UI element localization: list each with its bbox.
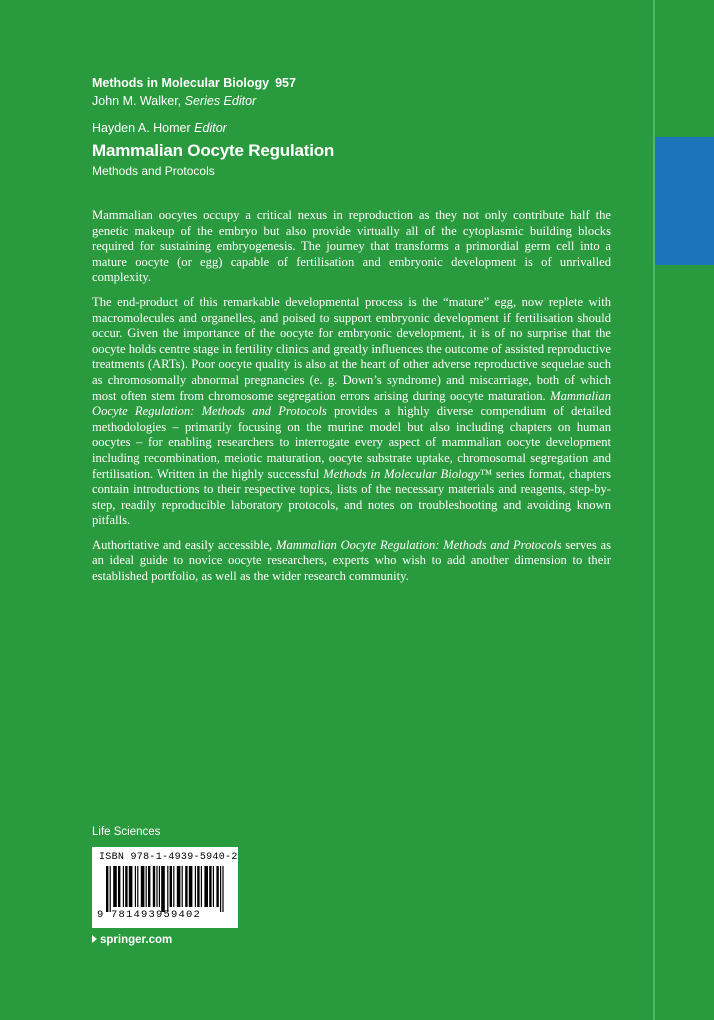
- barcode-bar: [125, 866, 127, 907]
- barcode-bar: [106, 866, 108, 912]
- barcode-bar: [197, 866, 199, 907]
- spine-color-band: [655, 137, 714, 265]
- barcode-bar: [189, 866, 193, 907]
- barcode-bars: [106, 866, 226, 912]
- barcode-bar: [146, 866, 147, 907]
- book-editor-line: [92, 121, 227, 135]
- barcode-bar: [159, 866, 160, 907]
- series-editor-name: John M. Walker,: [92, 94, 182, 108]
- book-editor-name: Hayden A. Homer: [92, 121, 191, 135]
- subject-category: Life Sciences: [92, 826, 161, 838]
- barcode-bar: [110, 866, 111, 912]
- barcode-bar: [220, 866, 221, 912]
- barcode-bar: [213, 866, 214, 907]
- barcode-bar: [201, 866, 202, 907]
- paragraph-3-book-title: Mammalian Oocyte Regulation: Methods and Protocols: [275, 537, 562, 552]
- barcode-first-digit: 9: [97, 909, 104, 921]
- paragraph-3-text-b: serves as an ideal guide to novice oocyte researchers, experts who wish to add another dimension to their established portfolio, as well as the wider research community.: [92, 537, 611, 584]
- barcode-bar: [216, 866, 218, 907]
- paragraph-2-text-a: The end-product of this remarkable developmental process is the “mature” egg, now replete with macromolecules and organelles, and poised to support embryonic development if fertilisation should occur. Given the importance of the oocyte for embryonic development, it is of no surprise that the oocyte holds centre stage in fertility clinics and greatly influences the outcome of assisted reproductive treatments (ARTs). Poor oocyte quality is also at the heart of other adverse reproductive sequelae such as chromosomally abnormal pregnancies (e. g. Down’s syndrome) and miscarriage, both of which most often stem from chromosome segregation errors arising during oocyte maturation.: [92, 294, 611, 403]
- paragraph-2-text-b: provides a highly diverse compendium of detailed methodologies – primarily focusing on the murine model but also including chapters on human oocytes – for enabling researchers to interrogate every aspect of mammalian oocyte development including recombination, meiotic maturation, oocyte substrate uptake, chromosomal segregation and fertilisation. Written in the highly successful: [92, 404, 611, 481]
- series-line: [92, 76, 296, 90]
- series-editor-role: Series Editor: [184, 94, 257, 108]
- barcode-bar: [170, 866, 172, 907]
- barcode-bar: [129, 866, 133, 907]
- website-text: springer.com: [100, 934, 173, 946]
- barcode-bar: [182, 866, 183, 907]
- barcode-bar: [118, 866, 120, 907]
- barcode-bar: [141, 866, 145, 907]
- barcode-bar: [156, 866, 157, 907]
- paragraph-2: [92, 295, 611, 529]
- barcode-bar: [195, 866, 196, 907]
- back-cover-description: [92, 208, 611, 585]
- series-editor-line: [92, 94, 256, 108]
- barcode-bar: [137, 866, 138, 907]
- barcode-bar: [209, 866, 211, 907]
- barcode-bar: [185, 866, 187, 907]
- book-subtitle: Methods and Protocols: [92, 164, 215, 178]
- arrow-right-icon: [92, 935, 97, 943]
- book-title: Mammalian Oocyte Regulation: [92, 141, 335, 160]
- paragraph-1: Mammalian oocytes occupy a critical nexus in reproduction as they not only contribute half the genetic makeup of the embryo but also provide virtually all of the cytoplasmic building blocks required for sustaining embryogenesis. The journey that transforms a primordial germ cell into a mature oocyte (or egg) capable of fertilisation and embryonic development is of unrivalled complexity.: [92, 208, 611, 285]
- barcode-bar: [222, 866, 223, 912]
- series-name: Methods in Molecular Biology: [92, 76, 270, 90]
- barcode-bar: [135, 866, 136, 907]
- book-editor-role: Editor: [194, 121, 227, 135]
- paragraph-2-text-c: series format, chapters contain introductions to their respective topics, lists of the necessary materials and reagents, step-by-step, readily reproducible laboratory protocols, and notes on troubleshooting and avoiding known pitfalls.: [92, 466, 611, 528]
- barcode-bar: [153, 866, 155, 907]
- paragraph-2-book-title: Mammalian Oocyte Regulation: Methods and Protocols: [92, 388, 611, 419]
- barcode-bar: [113, 866, 117, 907]
- barcode-bar: [204, 866, 208, 907]
- barcode-bar: [123, 866, 124, 907]
- paragraph-3: [92, 538, 611, 585]
- isbn-barcode: [92, 847, 238, 928]
- barcode-bar: [161, 866, 165, 912]
- barcode-bar: [167, 866, 168, 912]
- paragraph-3-text-a: Authoritative and easily accessible,: [92, 537, 273, 552]
- barcode-bar: [177, 866, 181, 907]
- barcode-bar: [148, 866, 150, 907]
- barcode-digits: 781493959402: [111, 909, 202, 921]
- isbn-text: ISBN 978-1-4939-5940-2: [99, 852, 238, 863]
- series-volume: 957: [275, 76, 296, 90]
- publisher-website: [92, 934, 172, 946]
- paragraph-2-series-title: Methods in Molecular Biology™: [323, 466, 493, 481]
- barcode-bar: [173, 866, 174, 907]
